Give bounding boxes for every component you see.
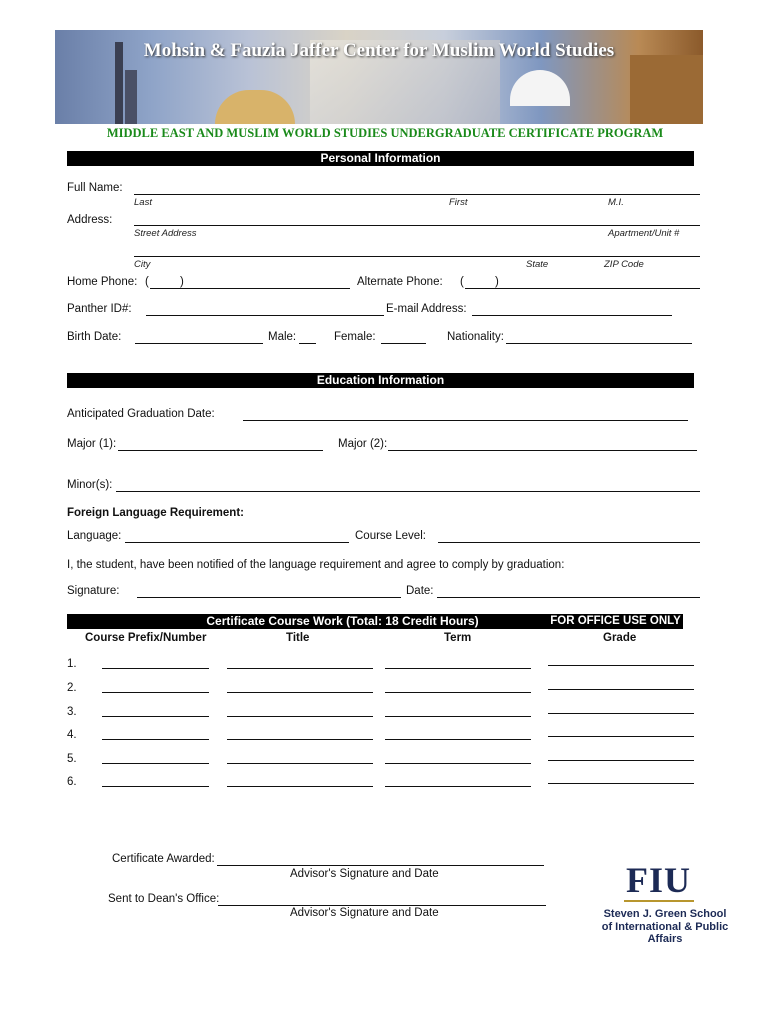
course-title-field[interactable] [227, 668, 373, 669]
white-mosque-image [510, 70, 570, 106]
col-header-prefix: Course Prefix/Number [85, 632, 207, 644]
female-field[interactable] [381, 343, 426, 344]
male-field[interactable] [299, 343, 316, 344]
office-use-header: FOR OFFICE USE ONLY [548, 614, 683, 629]
course-term-field[interactable] [385, 786, 531, 787]
email-field[interactable] [472, 315, 672, 316]
signature-label: Signature: [67, 585, 120, 597]
fiu-logo-letters: FIU [626, 860, 691, 900]
alt-phone-paren-close: ) [495, 276, 499, 288]
course-row-number: 6. [67, 776, 77, 788]
course-level-label: Course Level: [355, 530, 426, 542]
street-caption: Street Address [134, 228, 197, 239]
course-grade-field[interactable] [548, 713, 694, 714]
full-name-field[interactable] [134, 194, 700, 195]
advisor-signature-caption-1: Advisor's Signature and Date [290, 868, 439, 880]
grad-date-field[interactable] [243, 420, 688, 421]
sent-dean-field[interactable] [218, 905, 546, 906]
home-phone-field[interactable] [150, 288, 350, 289]
program-heading: MIDDLE EAST AND MUSLIM WORLD STUDIES UNDERGRADUATE CERTIFICATE PROGRAM [106, 126, 664, 140]
course-title-field[interactable] [227, 763, 373, 764]
grad-date-label: Anticipated Graduation Date: [67, 408, 215, 420]
signature-field[interactable] [137, 597, 401, 598]
home-phone-paren-open: ( [145, 276, 149, 288]
female-label: Female: [334, 331, 376, 343]
coursework-header: Certificate Course Work (Total: 18 Credit Hours) [67, 614, 618, 629]
nationality-field[interactable] [506, 343, 692, 344]
major1-field[interactable] [118, 450, 323, 451]
male-label: Male: [268, 331, 297, 343]
first-name-caption: First [449, 197, 468, 208]
language-label: Language: [67, 530, 122, 542]
education-info-header: Education Information [67, 373, 694, 388]
course-term-field[interactable] [385, 692, 531, 693]
col-header-title: Title [286, 632, 310, 644]
fiu-logo [601, 860, 729, 945]
course-level-field[interactable] [438, 542, 700, 543]
alternate-phone-field[interactable] [465, 288, 700, 289]
language-statement: I, the student, have been notified of the language requirement and agree to comply by graduation: [67, 559, 565, 571]
birth-date-label: Birth Date: [67, 331, 122, 343]
email-label: E-mail Address: [386, 303, 467, 315]
col-header-grade: Grade [603, 632, 637, 644]
alternate-phone-label: Alternate Phone: [357, 276, 443, 288]
city-state-zip-field[interactable] [134, 256, 700, 257]
last-name-caption: Last [134, 197, 152, 208]
mosque-image [215, 90, 295, 124]
course-prefix-field[interactable] [102, 763, 209, 764]
course-prefix-field[interactable] [102, 692, 209, 693]
advisor-signature-caption-2: Advisor's Signature and Date [290, 907, 439, 919]
foreign-language-heading: Foreign Language Requirement: [67, 507, 244, 519]
course-prefix-field[interactable] [102, 668, 209, 669]
personal-info-header: Personal Information [67, 151, 694, 166]
course-grade-field[interactable] [548, 665, 694, 666]
major2-label: Major (2): [338, 438, 388, 450]
course-term-field[interactable] [385, 716, 531, 717]
date-label: Date: [406, 585, 434, 597]
full-name-label: Full Name: [67, 182, 123, 194]
city-caption: City [134, 259, 151, 270]
major2-field[interactable] [388, 450, 697, 451]
header-banner [55, 30, 703, 124]
apartment-caption: Apartment/Unit # [608, 228, 680, 239]
course-title-field[interactable] [227, 739, 373, 740]
course-title-field[interactable] [227, 716, 373, 717]
course-row-number: 2. [67, 682, 77, 694]
date-field[interactable] [437, 597, 700, 598]
course-prefix-field[interactable] [102, 739, 209, 740]
street-address-field[interactable] [134, 225, 700, 226]
logo-gold-rule [624, 900, 694, 902]
mud-mosque-image [630, 55, 703, 124]
course-term-field[interactable] [385, 763, 531, 764]
certificate-awarded-label: Certificate Awarded: [112, 853, 215, 865]
language-field[interactable] [125, 542, 349, 543]
minors-field[interactable] [116, 491, 700, 492]
course-prefix-field[interactable] [102, 786, 209, 787]
course-row-number: 3. [67, 706, 77, 718]
minors-label: Minor(s): [67, 479, 113, 491]
panther-id-field[interactable] [146, 315, 384, 316]
zip-caption: ZIP Code [604, 259, 644, 270]
course-grade-field[interactable] [548, 689, 694, 690]
alt-phone-paren-open: ( [460, 276, 464, 288]
certificate-awarded-field[interactable] [217, 865, 544, 866]
course-row-number: 4. [67, 729, 77, 741]
course-grade-field[interactable] [548, 736, 694, 737]
course-title-field[interactable] [227, 786, 373, 787]
middle-initial-caption: M.I. [608, 197, 624, 208]
course-grade-field[interactable] [548, 760, 694, 761]
col-header-term: Term [444, 632, 472, 644]
home-phone-label: Home Phone: [67, 276, 138, 288]
birth-date-field[interactable] [135, 343, 263, 344]
course-grade-field[interactable] [548, 783, 694, 784]
banner-title: Mohsin & Fauzia Jaffer Center for Muslim World Studies [143, 40, 615, 61]
address-label: Address: [67, 214, 113, 226]
skyscraper-image [125, 70, 137, 124]
course-term-field[interactable] [385, 739, 531, 740]
course-term-field[interactable] [385, 668, 531, 669]
school-name: Steven J. Green School of International & Public Affairs [601, 908, 729, 945]
course-row-number: 5. [67, 753, 77, 765]
sent-dean-label: Sent to Dean's Office: [108, 893, 220, 905]
state-caption: State [526, 259, 549, 270]
course-title-field[interactable] [227, 692, 373, 693]
course-prefix-field[interactable] [102, 716, 209, 717]
panther-id-label: Panther ID#: [67, 303, 132, 315]
nationality-label: Nationality: [447, 331, 504, 343]
home-phone-paren-close: ) [180, 276, 184, 288]
course-row-number: 1. [67, 658, 77, 670]
major1-label: Major (1): [67, 438, 117, 450]
